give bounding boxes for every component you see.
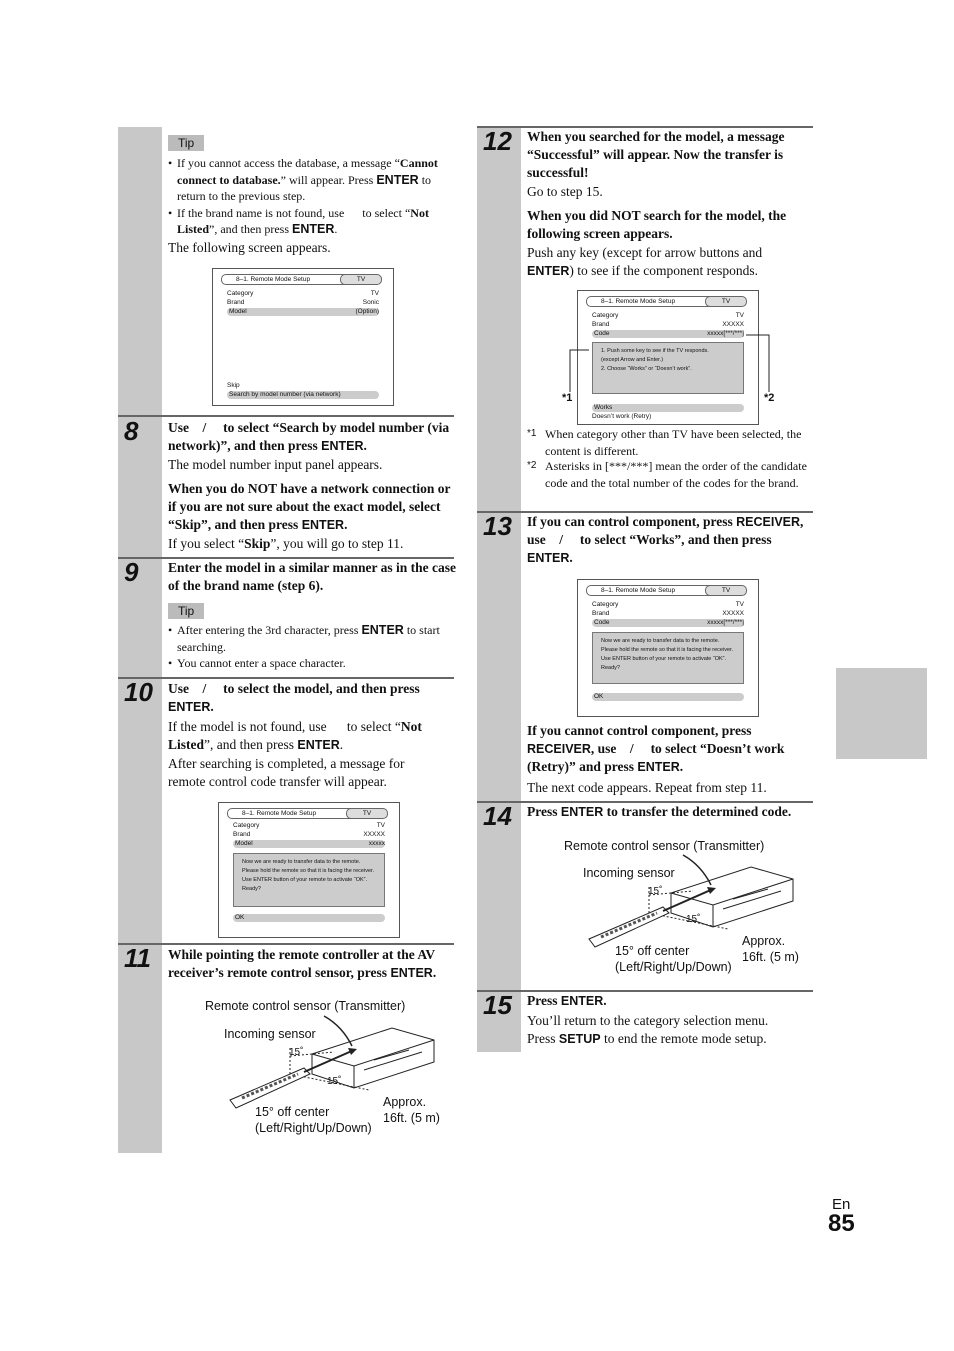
step-heading: If you can control component, press RECEIVER, use / to select “Works”, and then press ENTER. — [527, 514, 804, 565]
footnote: *2 Asterisks in [***/***] mean the order of the candidate code and the total number of the codes for the brand. — [527, 459, 807, 490]
screen-title: 8–1. Remote Mode Setup TV — [227, 808, 359, 819]
ok-option: OK — [233, 914, 385, 922]
language-label: En — [832, 1196, 851, 1213]
step-heading: Enter the model in a similar manner as in the case of the brand name (step 6). — [168, 560, 456, 593]
screen-title: 8–1. Remote Mode Setup TV — [586, 296, 718, 307]
figure-label: 15° off center (Left/Right/Up/Down) — [255, 1105, 372, 1135]
tip-list — [168, 622, 456, 672]
step-heading: Use / to select “Search by model number (via network)”, and then press ENTER. — [168, 420, 450, 453]
screen-row: Code xxxxx[***/***] — [594, 330, 744, 337]
figure-label: Approx. 16ft. (5 m) — [742, 934, 799, 964]
step-number: 9 — [124, 557, 139, 587]
step-heading: Use / to select the model, and then press ENTER. — [168, 681, 420, 714]
step-text: Press SETUP to end the remote mode setup. — [527, 1031, 767, 1046]
step-text: Go to step 15. — [527, 184, 603, 199]
tip-item: • You cannot enter a space character. — [168, 655, 456, 672]
section-tab — [836, 668, 927, 759]
screen-remote-setup-4 — [577, 579, 759, 717]
figure-label: Remote control sensor (Transmitter) — [205, 999, 406, 1013]
doesnt-work-option: Doesn’t work (Retry) — [592, 413, 652, 420]
works-option: Works — [592, 404, 744, 412]
right-sidebar-band — [477, 127, 521, 1052]
screen-row: Brand XXXXX — [233, 831, 385, 838]
step-rule — [118, 943, 454, 945]
step-number: 12 — [483, 126, 512, 156]
step-number: 15 — [483, 990, 512, 1020]
screen-row: Category TV — [592, 312, 744, 319]
screen-remote-setup-1 — [212, 268, 394, 406]
tip-list — [168, 155, 456, 238]
callout-lines — [565, 330, 775, 400]
screen-row: Search by model number (via network) — [227, 391, 379, 399]
page-number: 85 — [828, 1210, 855, 1237]
screen-row: Model xxxxx — [235, 840, 385, 847]
tip-item: • If you cannot access the database, a message “Cannot connect to database.” will appear. Press ENTER to return to the previous step. — [168, 155, 456, 205]
tv-badge: TV — [346, 808, 388, 819]
step-heading: When you searched for the model, a message “Successful” will appear. Now the transfer is successful! — [527, 129, 785, 180]
screen-row: Model (Option) — [229, 308, 379, 315]
step-heading: Press ENTER. — [527, 993, 607, 1008]
ok-option: OK — [592, 693, 744, 701]
step-heading: If you cannot control component, press RECEIVER, use / to select “Doesn’t work (Retry)” and press ENTER. — [527, 723, 785, 774]
step-text: After searching is completed, a message for remote control code transfer will appear. — [168, 756, 405, 789]
screen-row: Skip — [227, 382, 240, 389]
screen-title: 8–1. Remote Mode Setup TV — [586, 585, 718, 596]
screen-row: Category TV — [592, 601, 744, 608]
step-number: 10 — [124, 677, 153, 707]
step-heading: While pointing the remote controller at the AV receiver’s remote control sensor, press ENTER. — [168, 947, 437, 980]
tip-item: • After entering the 3rd character, press ENTER to start searching. — [168, 622, 456, 655]
instruction-box: 1. Push some key to see if the TV responds. (except Arrow and Enter.) 2. Choose “Works” or “Doesn’t work”. — [592, 342, 744, 394]
callout-mark: *1 — [562, 392, 573, 404]
tv-badge: TV — [705, 585, 747, 596]
step-number: 13 — [483, 511, 512, 541]
figure-label: Incoming sensor — [583, 866, 675, 880]
tip-label: Tip — [168, 135, 204, 151]
step-text: If the model is not found, use to select “Not Listed”, and then press ENTER. — [168, 719, 422, 752]
step-text: Push any key (except for arrow buttons and ENTER) to see if the component responds. — [527, 245, 763, 278]
step-text: If you select “Skip”, you will go to step 11. — [168, 536, 404, 551]
screen-row: Category TV — [227, 290, 379, 297]
angle-label: 15˚ — [648, 886, 663, 897]
tip-item: • If the brand name is not found, use to select “Not Listed”, and then press ENTER. — [168, 205, 456, 238]
figure-label: Approx. 16ft. (5 m) — [383, 1095, 440, 1125]
step-number: 11 — [124, 943, 151, 973]
step-text: The model number input panel appears. — [168, 457, 383, 472]
step-rule — [118, 677, 454, 679]
step-heading: When you did NOT search for the model, the following screen appears. — [527, 208, 787, 241]
callout-mark: *2 — [764, 392, 775, 404]
footnote: *1 When category other than TV have been selected, the content is different. — [527, 427, 802, 458]
screen-row: Code xxxxx[***/***] — [594, 619, 744, 626]
step-text: The next code appears. Repeat from step 11. — [527, 780, 767, 795]
step-heading: Press ENTER to transfer the determined code. — [527, 804, 792, 819]
tv-badge: TV — [340, 274, 382, 285]
figure-label: Remote control sensor (Transmitter) — [564, 839, 765, 853]
tip-label: Tip — [168, 603, 204, 619]
angle-label: 15˚ — [289, 1047, 304, 1058]
step-number: 14 — [483, 801, 512, 831]
step-rule — [118, 415, 454, 417]
tv-badge: TV — [705, 296, 747, 307]
following-text: The following screen appears. — [168, 240, 331, 255]
screen-remote-setup-2 — [218, 802, 400, 938]
figure-label: Incoming sensor — [224, 1027, 316, 1041]
step-text: You’ll return to the category selection menu. — [527, 1013, 769, 1028]
angle-label: 15˚ — [327, 1076, 342, 1087]
step-heading: When you do NOT have a network connection or if you are not sure about the exact model, select “Skip”, and then press ENTER. — [168, 481, 451, 532]
screen-row: Brand XXXXX — [592, 610, 744, 617]
transfer-message-box: Now we are ready to transfer data to the remote. Please hold the remote so that it is facing the receiver. Use ENTER button of your remote to activate “OK”. Ready? — [592, 632, 744, 684]
screen-row: Category TV — [233, 822, 385, 829]
left-sidebar-band — [118, 127, 162, 1153]
transfer-message-box: Now we are ready to transfer data to the remote. Please hold the remote so that it is facing the receiver. Use ENTER button of your remote to activate “OK”. Ready? — [233, 853, 385, 907]
figure-label: 15° off center (Left/Right/Up/Down) — [615, 944, 732, 974]
screen-row: Brand Sonic — [227, 299, 379, 306]
angle-label: 15˚ — [686, 914, 701, 925]
screen-row: Brand XXXXX — [592, 321, 744, 328]
step-number: 8 — [124, 416, 139, 446]
screen-title: 8–1. Remote Mode Setup TV — [221, 274, 353, 285]
